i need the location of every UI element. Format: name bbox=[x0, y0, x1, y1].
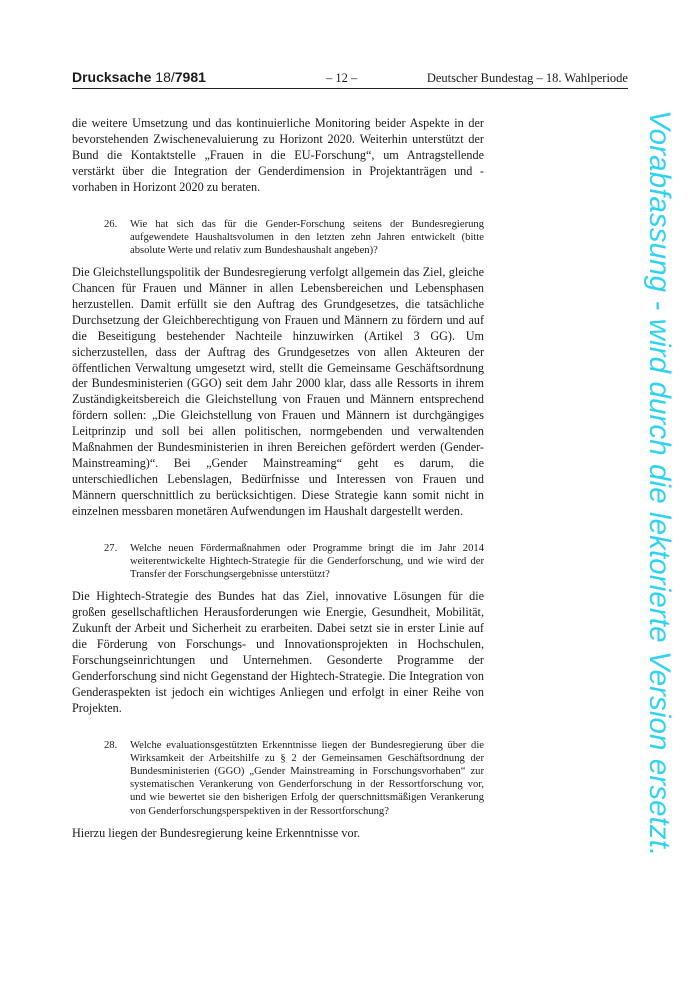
question-text: Welche neuen Fördermaßnahmen oder Programme bringt die im Jahr 2014 weiterentwickelte Hightech-Strategie für die Genderforschung, und wie wird der Transfer der Forschungsergebnisse unterstützt? bbox=[130, 542, 484, 581]
question-number: 26. bbox=[104, 218, 118, 230]
intro-paragraph: die weitere Umsetzung und das kontinuierliche Monitoring beider Aspekte in der bevorstehenden Zwischenevaluierung zu Horizont 2020. Weiterhin unterstützt der Bund die Kontaktstelle „Frauen in die EU-Forschung“, um Antragstellende verstärkt über die Integration der Genderdimension in Projektanträgen und -vorhaben in Horizont 2020 zu beraten. bbox=[72, 116, 484, 194]
doc-label: Drucksache bbox=[72, 69, 152, 85]
question-text: Welche evaluationsgestützten Erkenntnisse liegen der Bundesregierung über die Wirksamkeit der Arbeitshilfe zu § 2 der Gemeinsamen Geschäftsordnung der Bundesministerien (GGO) „Gender Mainstreaming in Forschungsvorhaben“ zur systematischen Verankerung von Genderforschung in der Ressortforschung vor, und wie bewertet sie den bisherigen Erfolg der querschnittsmäßigen Verankerung von Genderforschungsperspektiven in der Ressortforschung? bbox=[130, 739, 484, 817]
question-text: Wie hat sich das für die Gender-Forschung seitens der Bundesregierung aufgewendete Haushaltsvolumen in den letzten zehn Jahren entwickelt (bitte absolute Werte und relativ zum Bundeshaushalt angeben)? bbox=[130, 218, 484, 256]
question-26 bbox=[104, 218, 484, 258]
draft-watermark: Vorabfassung - wird durch die lektorierte Version ersetzt. bbox=[643, 110, 676, 857]
page-header bbox=[72, 68, 628, 89]
answer-27: Die Hightech-Strategie des Bundes hat das Ziel, innovative Lösungen für die großen gesellschaftlichen Herausforderungen wie Energie, Gesundheit, Mobilität, Zukunft der Arbeit und Sicherheit zu erarbeiten. Dabei setzt sie in erster Linie auf die Förderung von Forschungs- und Innovationsprojekten in Hochschulen, Forschungseinrichtungen und Unternehmen. Gesonderte Programme der Genderforschung sind nicht Gegenstand der Hightech-Strategie. Die Integration von Genderaspekten ist jedoch ein wichtiges Anliegen und erfolgt in einer Reihe von Projekten. bbox=[72, 589, 484, 715]
document-id bbox=[72, 68, 206, 86]
doc-period: 18/ bbox=[155, 69, 175, 85]
answer-26: Die Gleichstellungspolitik der Bundesregierung verfolgt allgemein das Ziel, gleiche Chancen für Frauen und Männer in allen Lebensbereichen und Lebensphasen herzustellen. Damit erfüllt sie den Auftrag des Grundgesetzes, die tatsächliche Durchsetzung der Gleichberechtigung von Frauen und Männern zu fördern und auf die Beseitigung bestehender Nachteile hinzuwirken (Artikel 3 GG). Um sicherzustellen, dass der Auftrag des Grundgesetzes von allen Akteuren der öffentlichen Verwaltung umgesetzt wird, stellt die Gemeinsame Geschäftsordnung der Bundesministerien (GGO) seit dem Jahr 2000 klar, dass alle Ressorts in ihrem Zuständigkeitsbereich die Gleichstellung von Frauen und Männern entsprechend fördern sollen: „Die Gleichstellung von Frauen und Männern ist durchgängiges Leitprinzip und soll bei allen politischen, normgebenden und verwaltenden Maßnahmen der Bundesministerien in ihren Bereichen gefördert werden (Gender-Mainstreaming)“. Bei „Gender Mainstreaming“ geht es darum, die unterschiedlichen Lebenslagen, Bedürfnisse und Interessen von Frauen und Männern querschnittlich zu berücksichtigen. Diese Strategie kann somit nicht in einzelnen messbaren monetären Aufwendungen im Haushalt dargestellt werden. bbox=[72, 265, 484, 518]
question-number: 28. bbox=[104, 739, 118, 751]
answer-28: Hierzu liegen der Bundesregierung keine Erkenntnisse vor. bbox=[72, 825, 361, 840]
question-28 bbox=[104, 739, 484, 818]
doc-number: 7981 bbox=[174, 69, 206, 85]
question-27 bbox=[104, 542, 484, 582]
question-number: 27. bbox=[104, 542, 118, 554]
publisher: Deutscher Bundestag – 18. Wahlperiode bbox=[426, 71, 628, 85]
page-content bbox=[72, 116, 484, 842]
page-number: – 12 – bbox=[326, 71, 358, 85]
